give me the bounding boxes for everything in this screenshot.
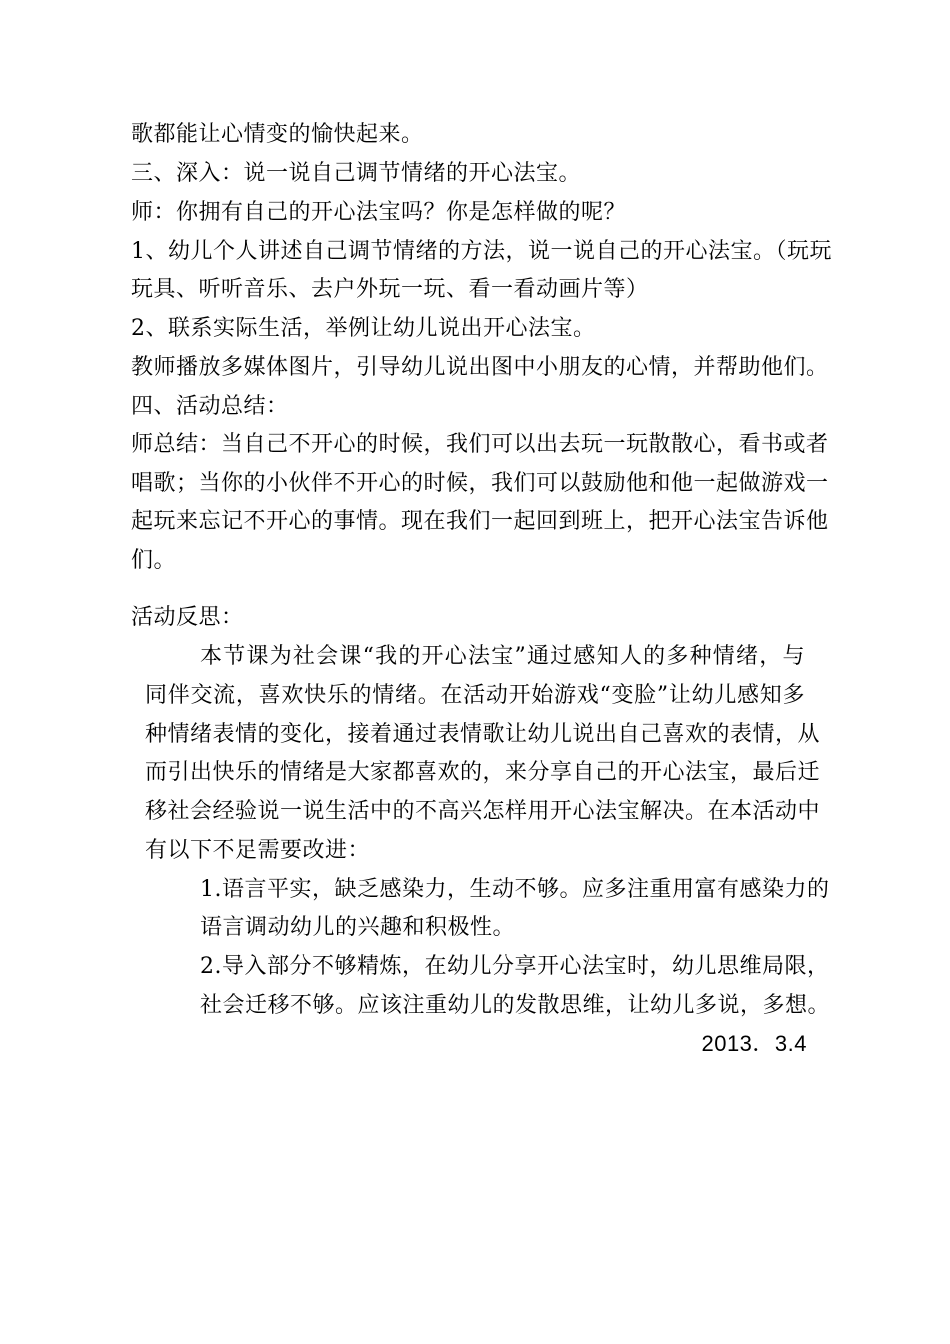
body-line: 歌都能让心情变的愉快起来。 <box>131 122 424 147</box>
reflection-line: 有以下不足需要改进： <box>145 838 371 863</box>
reflection-line: 而引出快乐的情绪是大家都喜欢的，来分享自己的开心法宝，最后迁 <box>145 760 821 785</box>
body-line: 玩具、听听音乐、去户外玩一玩、看一看动画片等） <box>131 277 649 302</box>
body-line: 师总结：当自己不开心的时候，我们可以出去玩一玩散散心，看书或者 <box>131 432 829 457</box>
body-line: 2、联系实际生活，举例让幼儿说出开心法宝。 <box>131 316 596 341</box>
improvement-item-2: 2.导入部分不够精炼，在幼儿分享开心法宝时，幼儿思维局限， <box>200 954 830 979</box>
improvement-item-1-cont: 语言调动幼儿的兴趣和积极性。 <box>200 915 516 940</box>
section-heading: 三、深入：说一说自己调节情绪的开心法宝。 <box>131 161 582 186</box>
reflection-heading: 活动反思： <box>131 605 244 630</box>
improvement-item-1: 1.语言平实，缺乏感染力，生动不够。应多注重用富有感染力的 <box>200 877 830 902</box>
reflection-line: 种情绪表情的变化，接着通过表情歌让幼儿说出自己喜欢的表情，从 <box>145 722 821 747</box>
body-line: 们。 <box>131 548 177 573</box>
body-line: 唱歌；当你的小伙伴不开心的时候，我们可以鼓励他和他一起做游戏一 <box>131 471 829 496</box>
date-stamp: 2013．3.4 <box>701 1031 807 1056</box>
body-line: 师：你拥有自己的开心法宝吗？你是怎样做的呢？ <box>131 200 627 225</box>
body-line: 1、幼儿个人讲述自己调节情绪的方法，说一说自己的开心法宝。（玩玩 <box>131 239 832 264</box>
body-line: 起玩来忘记不开心的事情。现在我们一起回到班上，把开心法宝告诉他 <box>131 509 829 534</box>
reflection-line: 同伴交流，喜欢快乐的情绪。在活动开始游戏“变脸”让幼儿感知多 <box>145 683 805 708</box>
body-line: 教师播放多媒体图片，引导幼儿说出图中小朋友的心情，并帮助他们。 <box>131 355 829 380</box>
reflection-line: 移社会经验说一说生活中的不高兴怎样用开心法宝解决。在本活动中 <box>145 799 821 824</box>
section-heading: 四、活动总结： <box>131 394 289 419</box>
reflection-line: 本节课为社会课“我的开心法宝”通过感知人的多种情绪，与 <box>200 644 805 669</box>
improvement-item-2-cont: 社会迁移不够。应该注重幼儿的发散思维，让幼儿多说，多想。 <box>200 993 831 1018</box>
